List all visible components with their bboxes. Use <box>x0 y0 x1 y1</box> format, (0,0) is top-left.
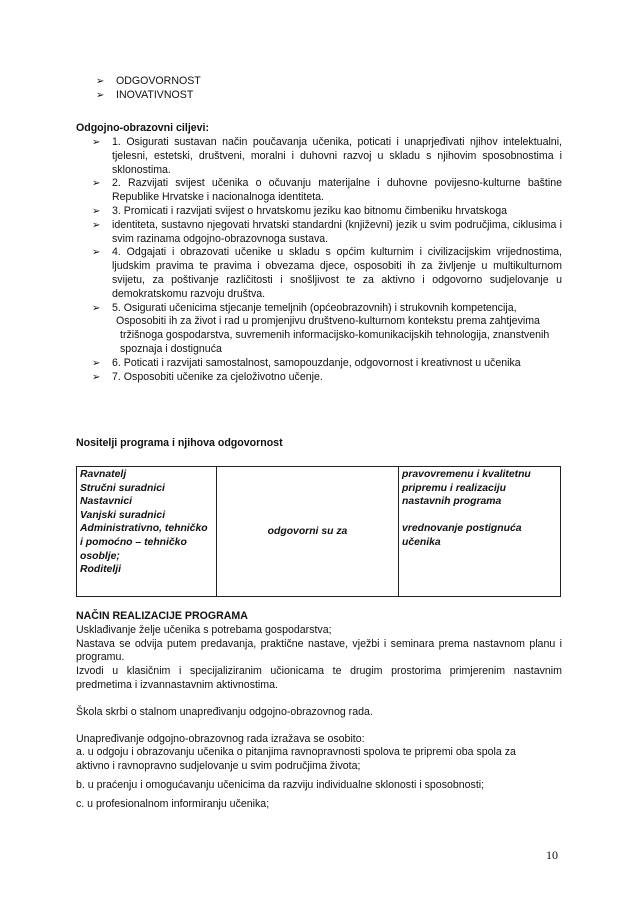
arrow-bullet-icon: ➢ <box>92 137 101 148</box>
goal-item: ➢ 7. Osposobiti učenike za cjeloživotno učenje. <box>92 370 323 383</box>
values-item: ➢ ODGOVORNOST <box>96 75 201 87</box>
arrow-bullet-icon: ➢ <box>92 247 101 259</box>
realization-paragraph: Unapređivanje odgojno-obrazovnog rada izražava se osobito: <box>76 732 365 745</box>
goal-item: ➢ 2. Razvijati svijest učenika o očuvanju materijalne i duhovne povijesno-kulturne baštine Republike Hrvatske i nacionalnoga identiteta. <box>92 177 562 204</box>
goal-item: ➢ 4. Odgajati i obrazovati učenike u skladu s općim kulturnim i civilizacijskim vrijednostima, ljudskim pravima te pravima i obvezama djece, osposobiti ih za življenje u multikulturnom svijetu, za poštivanje različitosti i snošljivost te za aktivno i odgovorno sudjelovanje u demokratskomu razvoju društva. <box>92 246 562 300</box>
arrow-bullet-icon: ➢ <box>92 302 101 314</box>
values-item: ➢ INOVATIVNOST <box>96 88 194 101</box>
realization-paragraph: c. u profesionalnom informiranju učenika; <box>76 797 270 810</box>
values-list <box>96 75 562 103</box>
responsibility-heading: Nositelji programa i njihova odgovornost <box>76 437 283 449</box>
goal-item: ➢ 5. Osigurati učenicima stjecanje temeljnih (općeobrazovnih) i strukovnih kompetencija, <box>92 301 517 314</box>
holders-cell: Ravnatelj Stručni suradnici Nastavnici Vanjski suradnici Administrativno, tehničko i pomoćno – tehničko osoblje; Roditelji <box>77 467 217 597</box>
realization-paragraph: a. u odgoju i obrazovanju učenika o pitanjima ravnopravnosti spolova te pripremi oba spola za aktivno i ravnopravno sudjelovanje u svim područjima života; <box>76 746 516 773</box>
realization-paragraph: Škola skrbi o stalnom unapređivanju odgojno-obrazovnog rada. <box>76 705 373 718</box>
goal-item: ➢ 1. Osigurati sustavan način poučavanja učenika, poticati i unaprjeđivati njihov intelektualni, tjelesni, estetski, društveni, moralni i duhovni razvoj u skladu s njihovim sposobnostima i sklonostima. <box>92 136 562 176</box>
responsibility-table <box>76 466 561 597</box>
goals-heading: Odgojno-obrazovni ciljevi: <box>76 122 210 134</box>
page-number: 10 <box>546 848 558 862</box>
responsibility-middle-cell: odgovorni su za <box>217 467 399 597</box>
realization-paragraph: Nastava se odvija putem predavanja, praktične nastave, vježbi i seminara prema nastavnom planu i programu. <box>76 637 562 664</box>
arrow-bullet-icon: ➢ <box>96 76 105 87</box>
goal-item: ➢ identiteta, sustavno njegovati hrvatski standardni (književni) jezik u svim područjima, ciklusima i svim razinama odgojno-obrazovnoga sustava. <box>92 218 562 245</box>
realization-paragraph: Usklađivanje želje učenika s potrebama gospodarstva; <box>76 623 332 636</box>
arrow-bullet-icon: ➢ <box>92 205 101 217</box>
goal-item: ➢ 6. Poticati i razvijati samostalnost, samopouzdanje, odgovornost i kreativnost u učenika <box>92 356 521 369</box>
arrow-bullet-icon: ➢ <box>92 357 101 369</box>
responsibility-right-cell: pravovremenu i kvalitetnu pripremu i realizaciju nastavnih programa vrednovanje postignuća učenika <box>399 467 561 597</box>
realization-section <box>76 610 562 812</box>
arrow-bullet-icon: ➢ <box>96 89 105 101</box>
arrow-bullet-icon: ➢ <box>92 178 101 190</box>
arrow-bullet-icon: ➢ <box>92 219 101 231</box>
goal-item-continuation: Osposobiti ih za život i rad u promjenjivu društveno-kulturnom kontekstu prema zahtjevima tržišnoga gospodarstva, suvremenih informacijsko-komunikacijskih tehnologija, znanstvenih spoznaja i dostignuća <box>116 315 550 355</box>
realization-paragraph: Izvodi u klasičnim i specijaliziranim učionicama te drugim prostorima primjerenim nastavnim predmetima i izvannastavnim aktivnostima. <box>76 665 562 691</box>
goals-list <box>92 136 562 384</box>
arrow-bullet-icon: ➢ <box>92 371 101 383</box>
goal-item: ➢ 3. Promicati i razvijati svijest o hrvatskomu jeziku kao bitnomu čimbeniku hrvatskoga <box>92 204 508 217</box>
realization-paragraph: b. u praćenju i omogućavanju učenicima da razviju individualne sklonosti i sposobnosti; <box>76 778 485 791</box>
realization-heading: NAČIN REALIZACIJE PROGRAMA <box>76 610 248 622</box>
